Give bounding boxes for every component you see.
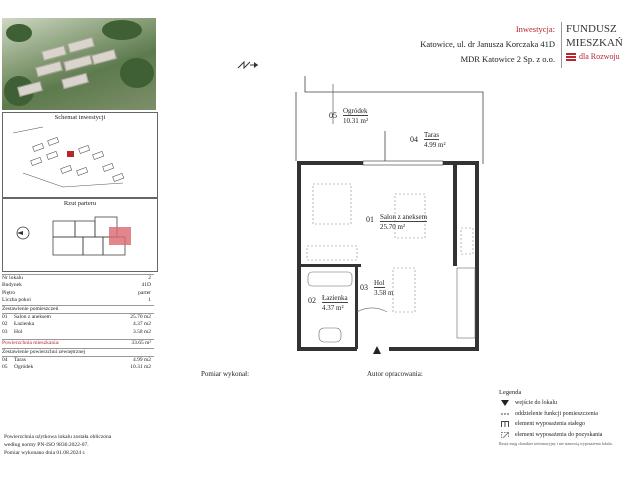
legend-item-fixed [499, 419, 635, 430]
legend [499, 388, 635, 446]
room-03-name: Hol [374, 279, 385, 287]
unit-row [2, 297, 154, 304]
unit-row-value: 41D [141, 282, 151, 289]
note-line: według normy PN-ISO 9836:2022-07. [4, 442, 89, 448]
ground-floor-plan [51, 215, 135, 259]
dashed-line-icon [501, 411, 509, 417]
measured-by-label: Pomiar wykonał: [201, 370, 250, 378]
unit-row [2, 290, 154, 297]
brand-line3-wrap [566, 50, 623, 64]
outdoor-title-text: Zestawienie powierzchni zewnętrznej [2, 348, 86, 355]
unit-row-label: Budynek [2, 282, 22, 289]
investment-label: Inwestycja: [515, 24, 555, 34]
brand-logo [566, 22, 623, 64]
aerial-photo [2, 18, 156, 110]
legend-title: Legenda [499, 389, 522, 396]
brand-line3: dla Rozwoju [579, 52, 620, 61]
legend-item-label: element wyposażenia do pozyskania [515, 431, 603, 438]
room-01-area: 25.70 m² [380, 223, 406, 231]
legend-note: Rzuty mają charakter informacyjny i nie stanowią wyposażenia lokalu. [499, 441, 613, 446]
unit-row [2, 282, 154, 289]
ground-floor-panel [2, 198, 158, 272]
notes [4, 433, 111, 457]
room-no: 03 [2, 328, 8, 335]
optional-equipment-icon [501, 432, 509, 438]
note-line: Powierzchnia użytkowa lokalu została obliczona [4, 434, 112, 440]
room-row [2, 313, 154, 321]
legend-item-label: oddzielenie funkcji pomieszczenia [515, 410, 598, 417]
room-name: Hol [14, 328, 23, 335]
north-arrow-icon [236, 58, 260, 72]
room-02-name: Łazienka [322, 294, 348, 302]
room-area: 3.58 m2 [132, 328, 151, 335]
author-label: Autor opracowania: [367, 370, 423, 378]
room-03-area: 3.58 m [374, 289, 394, 297]
unit-row-label: Liczba pokoi [2, 297, 31, 304]
unit-table [2, 274, 154, 372]
room-04-name: Taras [424, 131, 440, 139]
room-no: 01 [2, 313, 8, 320]
legend-item-entrance [499, 398, 635, 409]
room-row [2, 329, 154, 336]
investment-address: Katowice, ul. dr Janusza Korczaka 41D [420, 39, 555, 49]
room-02-no: 02 [308, 296, 316, 305]
room-04-area: 4.99 m² [424, 141, 446, 149]
note-line: Pomiar wykonano dnia 01.08.2024 r. [4, 450, 86, 456]
brand-line1: FUNDUSZ [566, 23, 617, 35]
schema-title: Schemat inwestycji [54, 114, 106, 121]
outdoor-name: Taras [14, 356, 26, 363]
outdoor-no: 05 [2, 364, 8, 371]
flag-icon [566, 53, 576, 61]
usable-area-value: 33.65 m² [131, 340, 151, 347]
room-area: 25.70 m2 [130, 313, 151, 320]
unit-row-value: parter [138, 289, 151, 296]
site-schema [3, 123, 157, 195]
room-name: Salon z aneksem [14, 313, 51, 320]
investment-info [400, 22, 555, 67]
outdoor-area: 4.99 m2 [132, 356, 151, 363]
room-05-no: 05 [329, 111, 337, 120]
usable-area-label: Powierzchnia mieszkania: [2, 340, 60, 347]
outdoor-row [2, 364, 154, 371]
room-02-area: 4.37 m² [322, 304, 344, 312]
outdoor-area: 10.31 m2 [130, 364, 151, 371]
room-05-area: 10.31 m² [343, 117, 369, 125]
ground-title: Rzut parteru [63, 200, 97, 207]
unit-row-label: Piętro [2, 289, 16, 296]
legend-item-label: element wyposażenia stałego [515, 421, 585, 427]
brand-line2: MIESZKAŃ [566, 37, 623, 49]
room-01-name: Salon z aneksem [380, 213, 428, 221]
room-area: 4.37 m2 [132, 321, 151, 328]
legend-item-optional [499, 430, 635, 441]
header-divider [561, 22, 562, 68]
unit-row-label: Nr lokalu [2, 275, 23, 281]
outdoor-row [2, 356, 154, 364]
unit-row-value: 2 [148, 275, 151, 281]
room-04-no: 04 [410, 135, 418, 144]
outdoor-name: Ogródek [14, 364, 34, 371]
entrance-marker [373, 346, 381, 354]
room-05-name: Ogródek [343, 107, 368, 115]
room-name: Łazienka [14, 321, 35, 328]
unit-row-value: 1 [148, 297, 151, 304]
north-arrow-icon [15, 225, 31, 241]
legend-item-separator [499, 409, 635, 420]
legend-item-label: wejście do lokalu [515, 400, 557, 406]
entrance-triangle-icon [501, 400, 509, 406]
room-row [2, 321, 154, 328]
usable-area-row [2, 339, 154, 347]
fixed-equipment-icon [501, 421, 509, 427]
outdoor-title [2, 348, 154, 356]
rooms-title [2, 305, 154, 313]
outdoor-no: 04 [2, 356, 8, 363]
room-01-no: 01 [366, 215, 374, 224]
rooms-title-text: Zestawienie pomieszczeń [2, 305, 59, 312]
unit-row [2, 274, 154, 282]
room-no: 02 [2, 321, 8, 328]
investment-company: MDR Katowice 2 Sp. z o.o. [460, 54, 555, 64]
schema-panel [2, 112, 158, 198]
room-03-no: 03 [360, 283, 368, 292]
